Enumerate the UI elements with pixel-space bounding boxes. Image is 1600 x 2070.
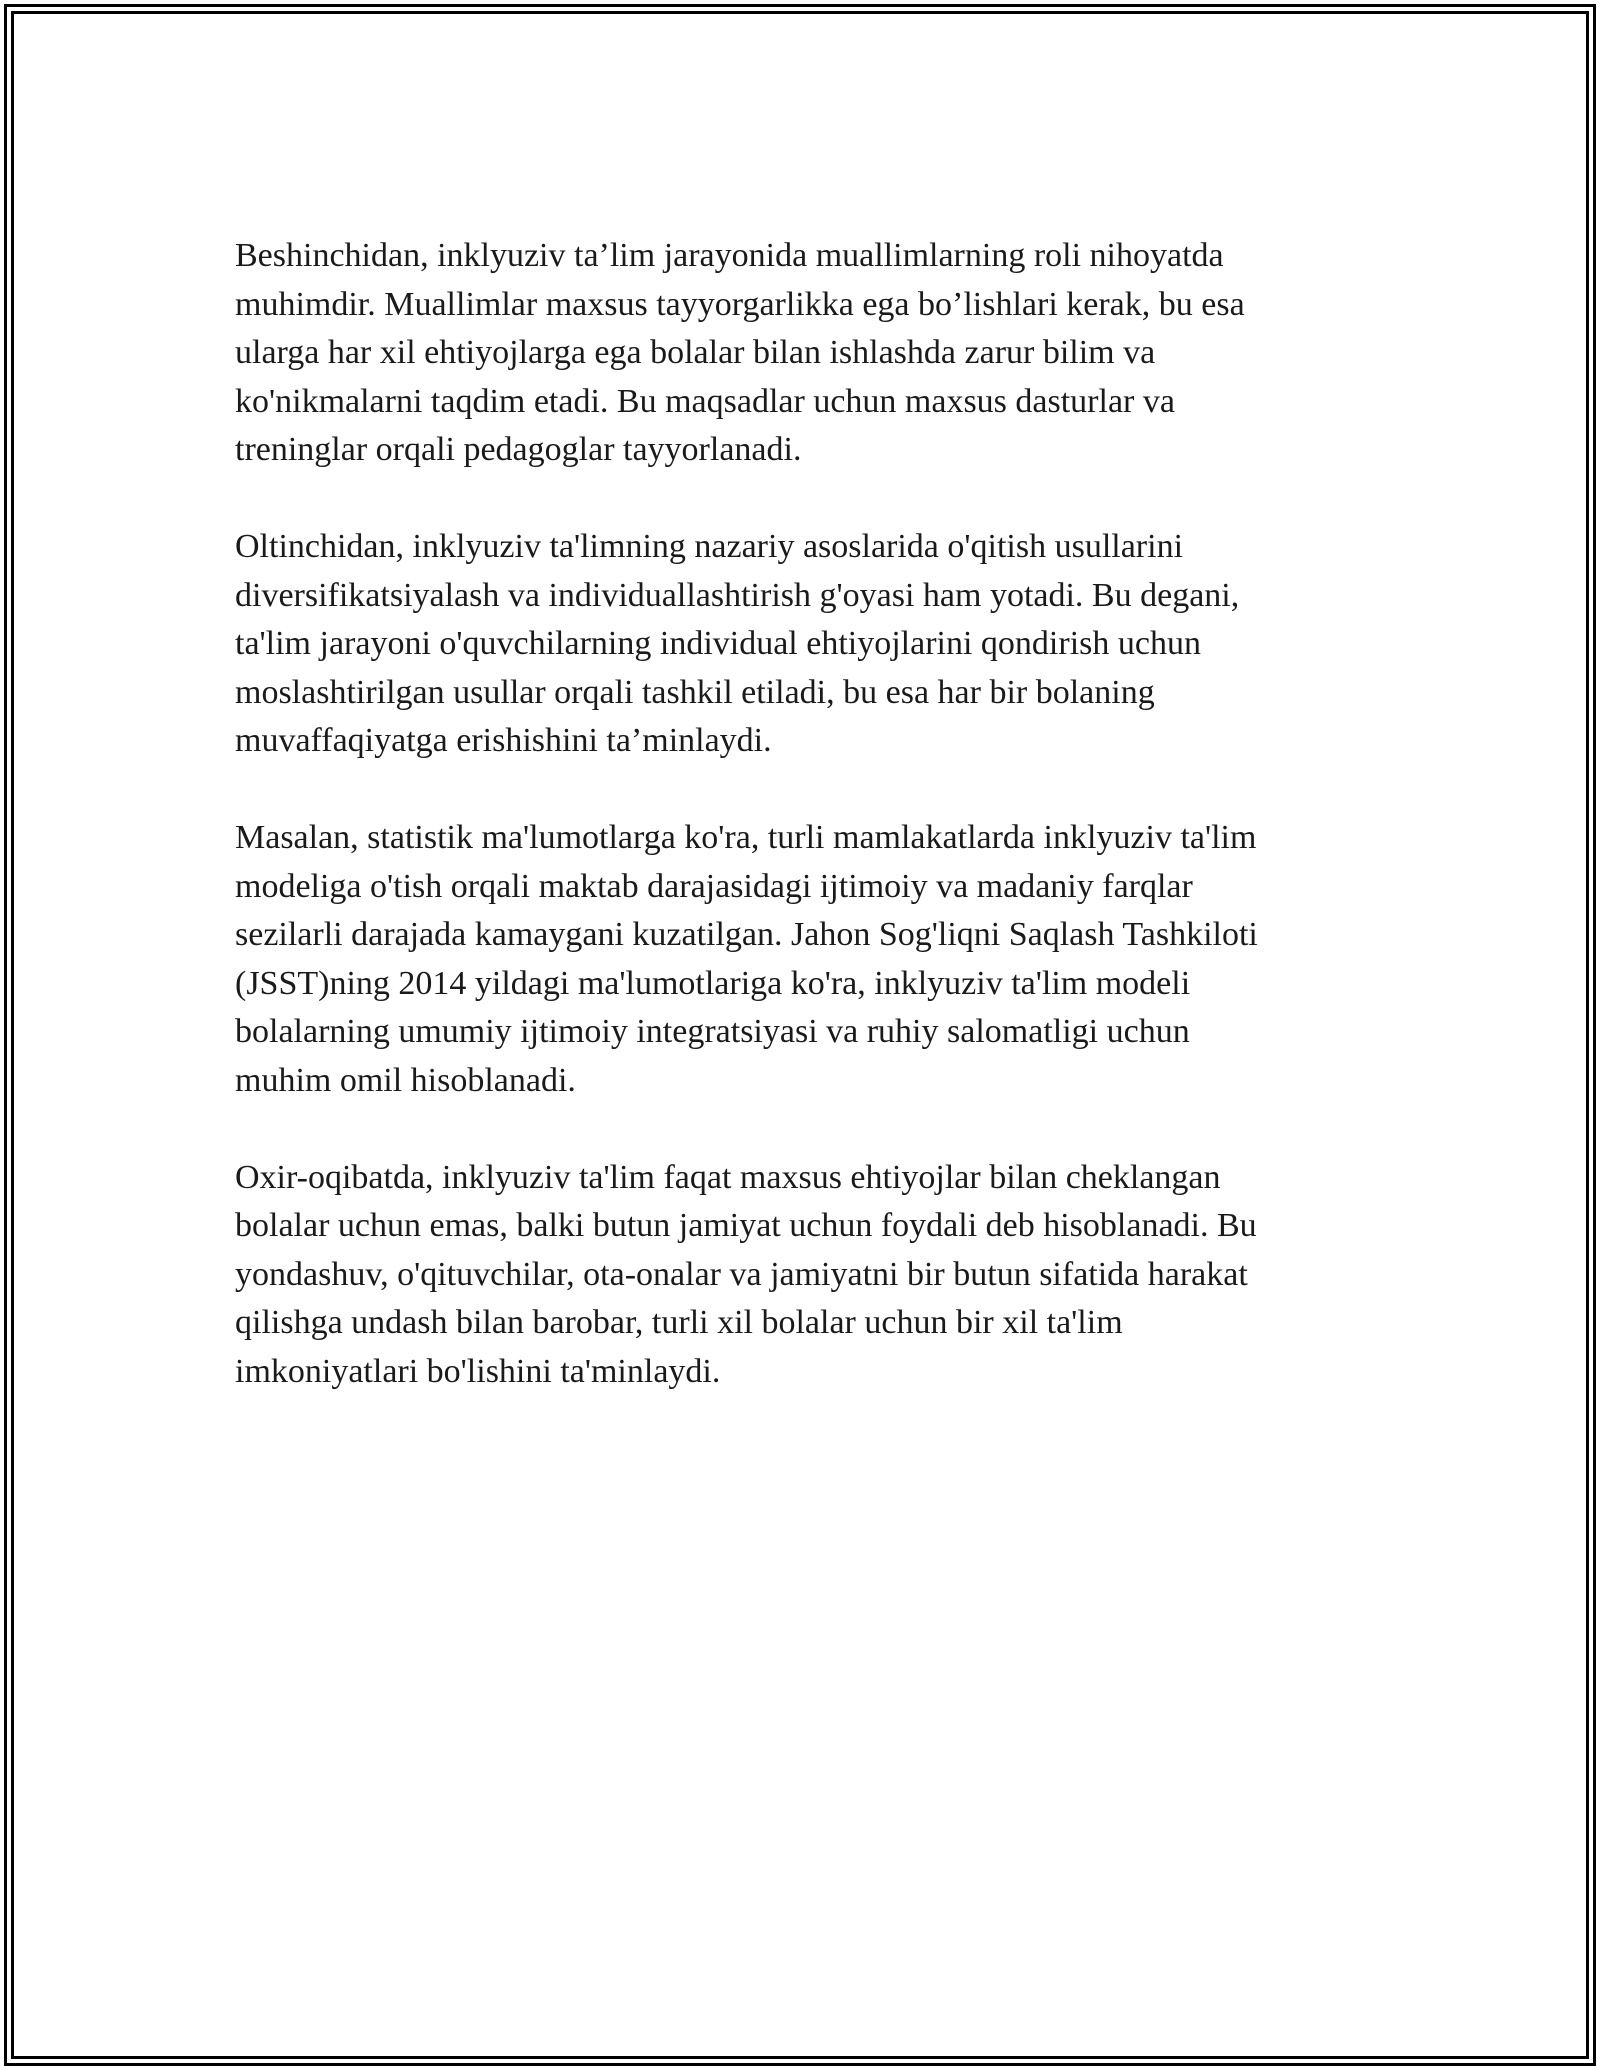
paragraph-statistics: Masalan, statistik ma'lumotlarga ko'ra, turli mamlakatlarda inklyuziv ta'lim modeliga o'tish orqali maktab darajasidagi ijtimoiy va madaniy farqlar sezilarli darajada kamaygani kuzatilgan. Jahon Sog'liqni Saqlash Tashkiloti (JSST)ning 2014 yildagi ma'lumotlariga ko'ra, inklyuziv ta'lim modeli bolalarning umumiy ijtimoiy integratsiyasi va ruhiy salomatligi uchun muhim omil hisoblanadi. bbox=[235, 819, 1258, 1099]
paragraph-teachers-role: Beshinchidan, inklyuziv ta’lim jarayonida muallimlarning roli nihoyatda muhimdir. Muallimlar maxsus tayyorgarlikka ega bo’lishlari kerak, bu esa ularga har xil ehtiyojlarga ega bolalar bilan ishlashda zarur bilim va ko'nikmalarni taqdim etadi. Bu maqsadlar uchun maxsus dasturlar va treninglar orqali pedagoglar tayyorlanadi. bbox=[235, 237, 1245, 468]
paragraph-conclusion: Oxir-oqibatda, inklyuziv ta'lim faqat maxsus ehtiyojlar bilan cheklangan bolalar uchun emas, balki butun jamiyat uchun foydali deb hisoblanadi. Bu yondashuv, o'qituvchilar, ota-onalar va jamiyatni bir butun sifatida harakat qilishga undash bilan barobar, turli xil bolalar uchun bir xil ta'lim imkoniyatlari bo'lishini ta'minlaydi. bbox=[235, 1158, 1257, 1390]
document-body bbox=[235, 232, 1365, 1396]
paragraph-teaching-methods: Oltinchidan, inklyuziv ta'limning nazariy asoslarida o'qitish usullarini diversifikatsiyalash va individuallashtirish g'oyasi ham yotadi. Bu degani, ta'lim jarayoni o'quvchilarning individual ehtiyojlarini qondirish uchun moslashtirilgan usullar orqali tashkil etiladi, bu esa har bir bolaning muvaffaqiyatga erishishini ta’minlaydi. bbox=[235, 528, 1240, 759]
